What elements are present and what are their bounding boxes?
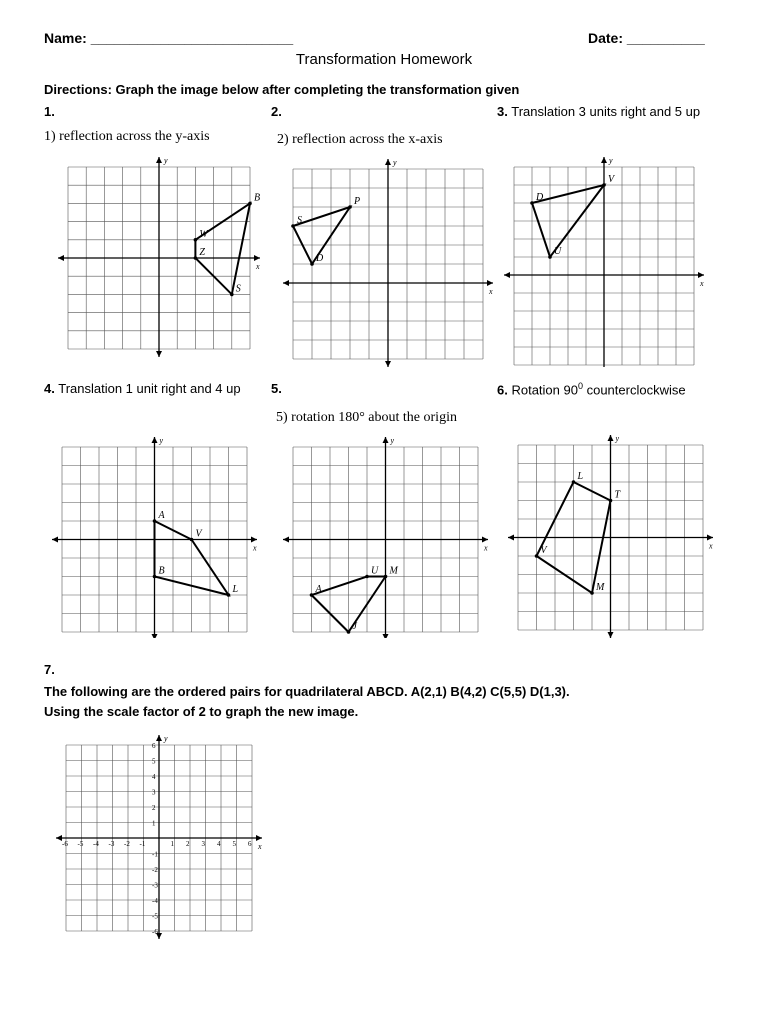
problem-7-x-arrow-right [256, 835, 262, 841]
problem-2-vertex-label-s: S [297, 215, 302, 226]
problem-7-x-tick: 5 [232, 840, 236, 848]
problem-6-prompt: Rotation 90 [511, 382, 578, 398]
problem-1-x-axis-label: x [256, 262, 260, 271]
problem-7-x-tick: -6 [62, 840, 68, 848]
problem-1-y-arrow-up [156, 157, 162, 163]
problem-4-prompt: Translation 1 unit right and 4 up [58, 381, 241, 396]
problem-7-y-tick: -4 [152, 897, 158, 905]
problem-1-graph[interactable] [54, 155, 268, 360]
problem-1-number: 1. [44, 104, 55, 119]
problem-6-vertex-v [535, 554, 539, 558]
date-line[interactable] [588, 30, 705, 46]
problem-3-vertex-u [548, 255, 552, 259]
problem-6-degree: 0 [577, 381, 583, 391]
problem-1-vertex-label-b: B [254, 192, 261, 204]
problem-1-vertex-label-z: Z [199, 247, 205, 258]
problem-5-vertex-label-j: J [352, 621, 357, 632]
problem-2-vertex-p [348, 205, 352, 209]
problem-7-x-tick: 4 [217, 840, 221, 848]
problem-7-line-2: Using the scale factor of 2 to graph the new image. [44, 704, 359, 719]
problem-5-vertex-m [384, 575, 388, 579]
problem-5-vertex-label-a: A [315, 584, 322, 595]
problem-6-x-arrow-right [707, 535, 713, 541]
problem-1-caption: 1) reflection across the y-axis [44, 129, 210, 144]
problem-7-y-tick: 1 [152, 819, 156, 828]
problem-1-y-axis-label: y [164, 156, 168, 165]
problem-7-x-tick: -5 [77, 840, 84, 848]
problem-7-x-tick: 6 [248, 840, 252, 848]
problem-2-x-arrow-left [283, 280, 289, 286]
date-label: Date: [588, 30, 627, 46]
problem-7-number: 7. [44, 662, 55, 677]
problem-4-x-axis-label: x [253, 543, 257, 553]
problem-7-y-tick: -3 [152, 881, 158, 890]
problem-7-y-tick: 3 [152, 788, 156, 797]
problem-3-vertex-v [602, 183, 606, 187]
problem-4-vertex-label-l: L [232, 584, 239, 595]
problem-4-x-arrow-right [251, 537, 257, 543]
problem-4-y-arrow-up [152, 437, 158, 443]
problem-7-y-tick: 2 [152, 804, 156, 812]
problem-4-vertex-v [190, 538, 194, 542]
name-blank[interactable]: __________________________ [90, 30, 294, 46]
problem-5-vertex-j [347, 630, 351, 634]
problem-2-x-arrow-right [487, 280, 493, 286]
problem-2-vertex-label-p: P [354, 196, 361, 207]
problem-2-y-axis-label: y [393, 158, 397, 167]
problem-5-caption: 5) rotation 180° about the origin [276, 410, 457, 425]
problem-2-x-axis-label: x [489, 287, 493, 296]
name-line[interactable] [44, 30, 293, 46]
problem-3-prompt: Translation 3 units right and 5 up [511, 104, 701, 119]
problem-6-vertex-label-v: V [540, 545, 547, 556]
problem-7-y-tick: 5 [152, 757, 156, 766]
problem-5-vertex-label-u: U [371, 565, 379, 577]
problem-6-vertex-label-l: L [577, 471, 584, 482]
problem-7-x-tick: -2 [124, 840, 130, 848]
problem-4-number: 4. Translation 1 unit right and 4 up [44, 381, 241, 396]
problem-3-number: 3. Translation 3 units right and 5 up [497, 104, 701, 119]
problem-5-x-axis-label: x [484, 543, 488, 553]
problem-7-y-tick: -2 [152, 866, 158, 874]
problem-5-x-arrow-left [283, 537, 289, 543]
problem-5-number: 5. [271, 381, 282, 396]
problem-2-y-arrow-up [385, 159, 391, 165]
problem-1-x-arrow-left [58, 255, 64, 261]
problem-3-vertex-label-u: U [554, 246, 562, 257]
problem-7-x-axis-label: x [258, 842, 262, 851]
problem-6-y-arrow-down [608, 632, 614, 638]
problem-7-x-tick: -3 [108, 840, 115, 848]
problem-3-y-axis-label: y [609, 156, 613, 165]
problem-3-graph[interactable] [502, 155, 716, 367]
problem-7-y-tick: 4 [152, 773, 156, 781]
problem-2-number: 2. [271, 104, 282, 119]
problem-7-y-tick: -6 [152, 928, 158, 936]
problem-7-x-tick: 2 [186, 840, 190, 848]
problem-6-vertex-label-m: M [596, 582, 605, 593]
problem-6-graph[interactable] [506, 433, 720, 638]
problem-4-vertex-label-a: A [158, 510, 165, 521]
problem-2-vertex-s [291, 224, 295, 228]
problem-4-graph[interactable] [48, 433, 262, 638]
problem-6-vertex-m [590, 591, 594, 595]
problem-5-vertex-a [310, 593, 314, 597]
problem-6-x-arrow-left [508, 535, 514, 541]
problem-5-y-axis-label: y [390, 436, 395, 445]
date-blank[interactable]: __________ [626, 30, 705, 46]
problem-5-y-arrow-down [383, 634, 389, 638]
problem-4-vertex-b [153, 575, 157, 579]
problem-6-vertex-t [609, 499, 613, 503]
problem-5-graph[interactable] [281, 433, 495, 638]
problem-6-y-axis-label: y [615, 434, 620, 443]
problem-3-x-axis-label: x [700, 279, 704, 288]
problem-4-vertex-label-v: V [195, 528, 202, 540]
problem-3-vertex-d [530, 201, 534, 205]
problem-7-y-arrow-up [156, 735, 162, 741]
page-title: Transformation Homework [295, 51, 473, 68]
problem-7-y-tick: -5 [152, 912, 158, 921]
problem-4-vertex-label-b: B [158, 565, 165, 577]
problem-3-x-arrow-left [504, 272, 510, 278]
problem-6-x-axis-label: x [709, 541, 713, 551]
problem-3-y-arrow-up [601, 157, 607, 163]
problem-6-number: 6. Rotation $90^0$ counterclockwise [497, 381, 686, 398]
problem-3-vertex-label-d: D [536, 192, 544, 203]
problem-2-y-arrow-down [385, 361, 391, 367]
problem-1-vertex-w [194, 238, 198, 242]
problem-6-vertex-l [572, 480, 576, 484]
name-label: Name: [44, 30, 91, 46]
problem-7-y-axis-label: y [164, 734, 168, 743]
problem-4-vertex-a [153, 519, 157, 523]
problem-5-y-arrow-up [383, 437, 389, 443]
problem-6-y-arrow-up [608, 435, 614, 441]
problem-4-vertex-l [227, 593, 231, 597]
problem-1-vertex-label-w: W [199, 228, 208, 240]
problem-4-y-arrow-down [152, 634, 158, 638]
problem-2-vertex-d [310, 262, 314, 266]
problem-3-x-arrow-right [698, 272, 704, 278]
problem-6-prompt-tail: counterclockwise [582, 382, 686, 398]
problem-4-y-axis-label: y [159, 436, 164, 445]
problem-2-caption: 2) reflection across the x-axis [277, 132, 443, 147]
problem-7-x-tick: -1 [139, 840, 146, 848]
problem-5-vertex-label-m: M [389, 565, 398, 577]
problem-5-vertex-u [365, 575, 369, 579]
problem-7-y-tick: -1 [152, 850, 158, 859]
problem-7-line-1: The following are the ordered pairs for quadrilateral ABCD. A(2,1) B(4,2) C(5,5) D(1,3). [44, 684, 570, 699]
problem-1-x-arrow-right [254, 255, 260, 261]
problem-1-vertex-s [230, 293, 234, 297]
problem-5-x-arrow-right [482, 537, 488, 543]
problem-3-vertex-label-v: V [608, 174, 615, 185]
problem-7-graph[interactable] [48, 727, 270, 949]
problem-4-x-arrow-left [52, 537, 58, 543]
directions: Directions: Graph the image below after completing the transformation given [44, 82, 520, 97]
problem-7-x-tick: 1 [170, 840, 174, 848]
problem-7-y-tick: 6 [152, 742, 156, 750]
problem-7-x-tick: -4 [93, 840, 99, 848]
problem-1-vertex-z [194, 256, 198, 260]
problem-2-vertex-label-d: D [316, 253, 324, 264]
problem-1-y-arrow-down [156, 351, 162, 357]
problem-1-vertex-label-s: S [235, 283, 241, 295]
problem-2-graph[interactable] [281, 155, 495, 367]
problem-6-vertex-label-t: T [614, 489, 621, 501]
problem-7-x-tick: 3 [201, 840, 205, 848]
problem-1-vertex-b [248, 202, 252, 206]
